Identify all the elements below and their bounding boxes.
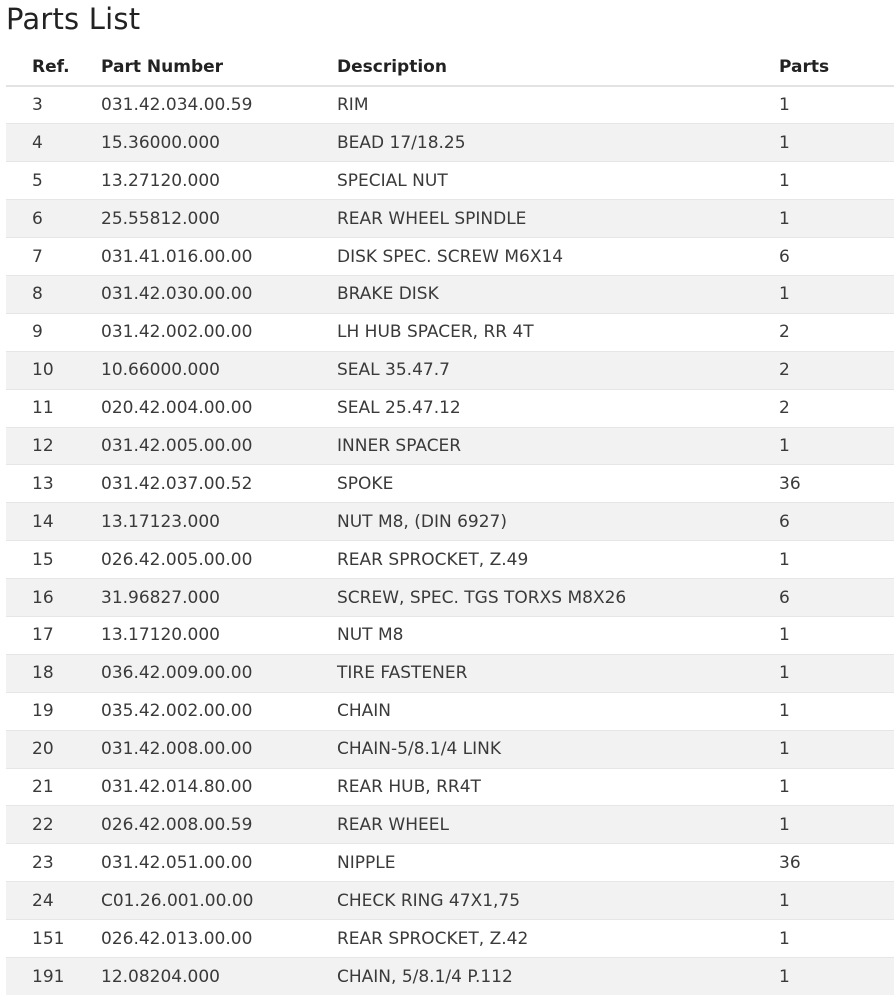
cell-description: REAR SPROCKET, Z.42 [336,920,778,958]
cell-part-number: 13.17120.000 [100,616,336,654]
table-row [6,200,894,238]
cell-ref: 5 [6,162,100,200]
cell-parts: 1 [778,920,894,958]
cell-part-number: 13.17123.000 [100,503,336,541]
table-row [6,465,894,503]
table-body [6,86,894,995]
table-row [6,313,894,351]
cell-part-number: 035.42.002.00.00 [100,692,336,730]
cell-part-number: 031.41.016.00.00 [100,238,336,276]
cell-description: CHAIN, 5/8.1/4 P.112 [336,957,778,995]
cell-parts: 1 [778,882,894,920]
page-title: Parts List [6,2,141,36]
cell-ref: 21 [6,768,100,806]
cell-ref: 14 [6,503,100,541]
cell-parts: 1 [778,541,894,579]
cell-part-number: 031.42.037.00.52 [100,465,336,503]
cell-parts: 6 [778,238,894,276]
column-header-ref: Ref. [6,49,100,86]
cell-part-number: 036.42.009.00.00 [100,654,336,692]
table-row [6,957,894,995]
cell-ref: 10 [6,351,100,389]
cell-part-number: 12.08204.000 [100,957,336,995]
cell-description: REAR HUB, RR4T [336,768,778,806]
cell-description: NUT M8 [336,616,778,654]
cell-parts: 1 [778,200,894,238]
cell-description: SPOKE [336,465,778,503]
table-row [6,124,894,162]
table-row [6,692,894,730]
cell-ref: 18 [6,654,100,692]
cell-description: LH HUB SPACER, RR 4T [336,313,778,351]
cell-parts: 1 [778,427,894,465]
cell-description: SEAL 35.47.7 [336,351,778,389]
cell-part-number: 031.42.002.00.00 [100,313,336,351]
cell-ref: 12 [6,427,100,465]
column-header-parts: Parts [778,49,894,86]
cell-parts: 6 [778,579,894,617]
column-header-part-number: Part Number [100,49,336,86]
cell-description: INNER SPACER [336,427,778,465]
cell-description: CHAIN [336,692,778,730]
cell-ref: 19 [6,692,100,730]
cell-parts: 1 [778,654,894,692]
cell-description: DISK SPEC. SCREW M6X14 [336,238,778,276]
cell-description: REAR WHEEL SPINDLE [336,200,778,238]
cell-description: BRAKE DISK [336,275,778,313]
cell-ref: 23 [6,844,100,882]
table-row [6,654,894,692]
cell-ref: 151 [6,920,100,958]
cell-part-number: 026.42.005.00.00 [100,541,336,579]
cell-parts: 1 [778,768,894,806]
cell-part-number: 020.42.004.00.00 [100,389,336,427]
cell-description: BEAD 17/18.25 [336,124,778,162]
cell-parts: 1 [778,124,894,162]
cell-parts: 1 [778,86,894,124]
cell-parts: 2 [778,389,894,427]
cell-ref: 4 [6,124,100,162]
cell-description: NUT M8, (DIN 6927) [336,503,778,541]
cell-part-number: 026.42.008.00.59 [100,806,336,844]
parts-table [6,49,894,995]
table-row [6,351,894,389]
table-row [6,275,894,313]
cell-part-number: 10.66000.000 [100,351,336,389]
table-row [6,427,894,465]
table-row [6,389,894,427]
cell-ref: 6 [6,200,100,238]
cell-part-number: 31.96827.000 [100,579,336,617]
cell-ref: 3 [6,86,100,124]
cell-description: CHECK RING 47X1,75 [336,882,778,920]
table-row [6,882,894,920]
table-row [6,579,894,617]
cell-parts: 1 [778,730,894,768]
cell-description: RIM [336,86,778,124]
cell-description: SPECIAL NUT [336,162,778,200]
cell-part-number: 026.42.013.00.00 [100,920,336,958]
cell-part-number: 031.42.051.00.00 [100,844,336,882]
cell-ref: 9 [6,313,100,351]
cell-description: REAR WHEEL [336,806,778,844]
cell-parts: 2 [778,313,894,351]
cell-description: CHAIN-5/8.1/4 LINK [336,730,778,768]
cell-ref: 17 [6,616,100,654]
table-row [6,503,894,541]
cell-parts: 36 [778,844,894,882]
header-row [6,49,894,86]
cell-parts: 1 [778,806,894,844]
cell-ref: 24 [6,882,100,920]
cell-ref: 20 [6,730,100,768]
cell-ref: 8 [6,275,100,313]
cell-parts: 2 [778,351,894,389]
cell-part-number: C01.26.001.00.00 [100,882,336,920]
cell-description: NIPPLE [336,844,778,882]
table-row [6,541,894,579]
table-row [6,920,894,958]
cell-ref: 15 [6,541,100,579]
cell-parts: 1 [778,162,894,200]
table-row [6,238,894,276]
column-header-description: Description [336,49,778,86]
cell-description: REAR SPROCKET, Z.49 [336,541,778,579]
table-row [6,844,894,882]
table-row [6,806,894,844]
cell-part-number: 031.42.014.80.00 [100,768,336,806]
cell-part-number: 15.36000.000 [100,124,336,162]
cell-description: TIRE FASTENER [336,654,778,692]
cell-ref: 11 [6,389,100,427]
cell-parts: 1 [778,692,894,730]
cell-part-number: 13.27120.000 [100,162,336,200]
cell-ref: 7 [6,238,100,276]
cell-description: SEAL 25.47.12 [336,389,778,427]
cell-parts: 6 [778,503,894,541]
cell-description: SCREW, SPEC. TGS TORXS M8X26 [336,579,778,617]
cell-parts: 1 [778,616,894,654]
cell-part-number: 031.42.008.00.00 [100,730,336,768]
cell-parts: 1 [778,957,894,995]
table-row [6,616,894,654]
cell-part-number: 031.42.030.00.00 [100,275,336,313]
table-row [6,86,894,124]
cell-ref: 13 [6,465,100,503]
cell-ref: 16 [6,579,100,617]
cell-part-number: 031.42.034.00.59 [100,86,336,124]
cell-part-number: 031.42.005.00.00 [100,427,336,465]
table-row [6,162,894,200]
cell-parts: 1 [778,275,894,313]
table-row [6,768,894,806]
table-header [6,49,894,86]
table-row [6,730,894,768]
cell-parts: 36 [778,465,894,503]
cell-part-number: 25.55812.000 [100,200,336,238]
cell-ref: 22 [6,806,100,844]
cell-ref: 191 [6,957,100,995]
